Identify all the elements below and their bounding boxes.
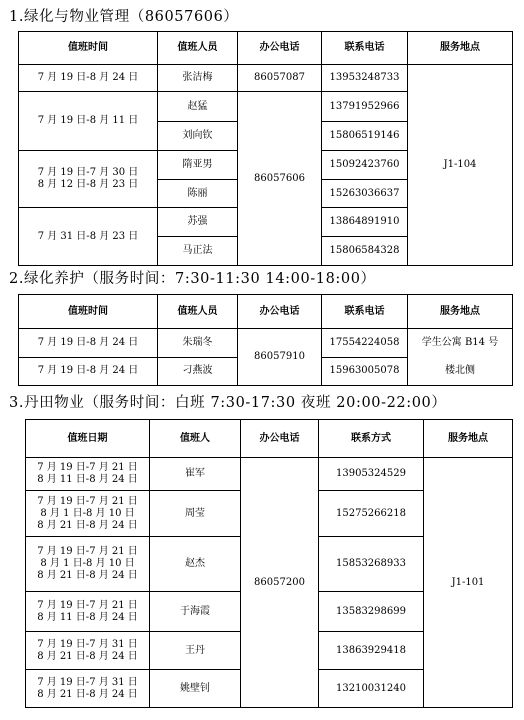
duty-person: 苏强 [158,208,238,237]
duty-time [19,151,158,208]
duty-date-line: 7 月 19 日-7 月 21 日 [37,599,138,611]
duty-date-line: 8 月 21 日-8 月 24 日 [37,570,138,581]
section-2-title: 2.绿化养护（服务时间：7:30-11:30 14:00-18:00） [9,271,376,287]
section-1-title: 1.绿化与物业管理（86057606） [9,9,239,25]
table-header-row [19,32,513,65]
duty-date [26,537,150,592]
duty-person: 陈丽 [158,180,238,208]
contact-phone: 15806519146 [322,122,408,151]
duty-person: 赵杰 [150,537,241,592]
duty-date-line: 7 月 19 日-7 月 31 日 [37,676,138,688]
duty-date-line: 8 月 21 日-8 月 24 日 [37,650,138,662]
contact-phone: 13210031240 [319,670,424,708]
duty-person: 刘向钦 [158,122,238,151]
header-duty-person: 值班人 [150,420,241,458]
contact-phone: 13791952966 [322,92,408,122]
duty-date [26,592,150,632]
contact-phone: 13583298699 [319,592,424,632]
table-row [26,458,513,491]
duty-time: 7 月 31 日-8 月 23 日 [19,208,158,266]
contact-phone: 15853268933 [319,537,424,592]
duty-time: 7 月 19 日-8 月 24 日 [19,329,158,358]
section-2-table [18,294,513,386]
header-duty-person: 值班人员 [158,295,238,329]
header-contact-phone: 联系电话 [322,32,408,65]
contact-phone: 15092423760 [322,151,408,180]
contact-phone: 13953248733 [322,65,408,92]
duty-date [26,670,150,708]
duty-person: 于海霞 [150,592,241,632]
duty-date-line: 8 月 1 日-8 月 10 日 [40,558,135,569]
duty-date-line: 7 月 19 日-7 月 21 日 [37,546,138,557]
duty-date [26,632,150,670]
location-line: 学生公寓 B14 号 [421,337,499,348]
duty-date-line: 8 月 11 日-8 月 24 日 [37,611,138,623]
duty-time: 7 月 19 日-8 月 24 日 [19,65,158,92]
header-location: 服务地点 [424,420,513,458]
duty-person: 张洁梅 [158,65,238,92]
duty-date-line: 8 月 1 日-8 月 10 日 [40,507,135,519]
duty-time: 7 月 19 日-8 月 11 日 [19,92,158,151]
header-duty-date: 值班日期 [26,420,150,458]
header-office-phone: 办公电话 [238,32,322,65]
duty-time-line: 8 月 12 日-8 月 23 日 [37,179,139,190]
header-duty-person: 值班人员 [158,32,238,65]
office-phone: 86057910 [238,329,322,386]
duty-date-line: 8 月 21 日-8 月 24 日 [37,519,138,531]
contact-phone: 15275266218 [319,491,424,537]
contact-phone: 15263036637 [322,180,408,208]
duty-person: 姚壁钊 [150,670,241,708]
duty-person: 赵猛 [158,92,238,122]
contact-phone: 13905324529 [319,458,424,491]
duty-person: 王丹 [150,632,241,670]
office-phone: 86057606 [238,92,322,266]
contact-phone: 15806584328 [322,237,408,266]
office-phone: 86057087 [238,65,322,92]
duty-date-line: 7 月 19 日-7 月 21 日 [37,462,138,473]
header-contact-phone: 联系电话 [322,295,408,329]
section-3-table [25,419,513,708]
duty-time-line: 7 月 19 日-7 月 30 日 [37,167,139,178]
duty-time: 7 月 19 日-8 月 24 日 [19,357,158,386]
duty-date-line: 8 月 11 日-8 月 24 日 [37,474,138,485]
contact-phone: 13864891910 [322,208,408,237]
service-location [408,329,513,386]
duty-date-line: 7 月 19 日-7 月 21 日 [37,495,138,507]
section-1-table [18,31,513,266]
duty-person: 刁燕波 [158,357,238,386]
header-duty-time: 值班时间 [19,295,158,329]
header-duty-time: 值班时间 [19,32,158,65]
office-phone: 86057200 [241,458,319,708]
service-location: J1-101 [424,458,513,708]
header-contact: 联系方式 [319,420,424,458]
location-line: 楼北侧 [445,365,475,376]
header-location: 服务地点 [408,295,513,329]
duty-date [26,458,150,491]
duty-date-line: 7 月 19 日-7 月 31 日 [37,638,138,650]
duty-person: 马正法 [158,237,238,266]
service-location: J1-104 [408,65,513,266]
table-row [19,65,513,92]
section-3-title: 3.丹田物业（服务时间：白班 7:30-17:30 夜班 20:00-22:00） [9,395,447,411]
table-header-row [19,295,513,329]
contact-phone: 15963005078 [322,357,408,386]
header-office-phone: 办公电话 [241,420,319,458]
duty-date [26,491,150,537]
table-header-row [26,420,513,458]
contact-phone: 13863929418 [319,632,424,670]
duty-person: 周莹 [150,491,241,537]
duty-person: 隋亚男 [158,151,238,180]
header-location: 服务地点 [408,32,513,65]
duty-person: 崔军 [150,458,241,491]
duty-person: 朱瑞冬 [158,329,238,358]
header-office-phone: 办公电话 [238,295,322,329]
duty-date-line: 8 月 21 日-8 月 24 日 [37,688,138,700]
table-row [19,329,513,358]
contact-phone: 17554224058 [322,329,408,358]
